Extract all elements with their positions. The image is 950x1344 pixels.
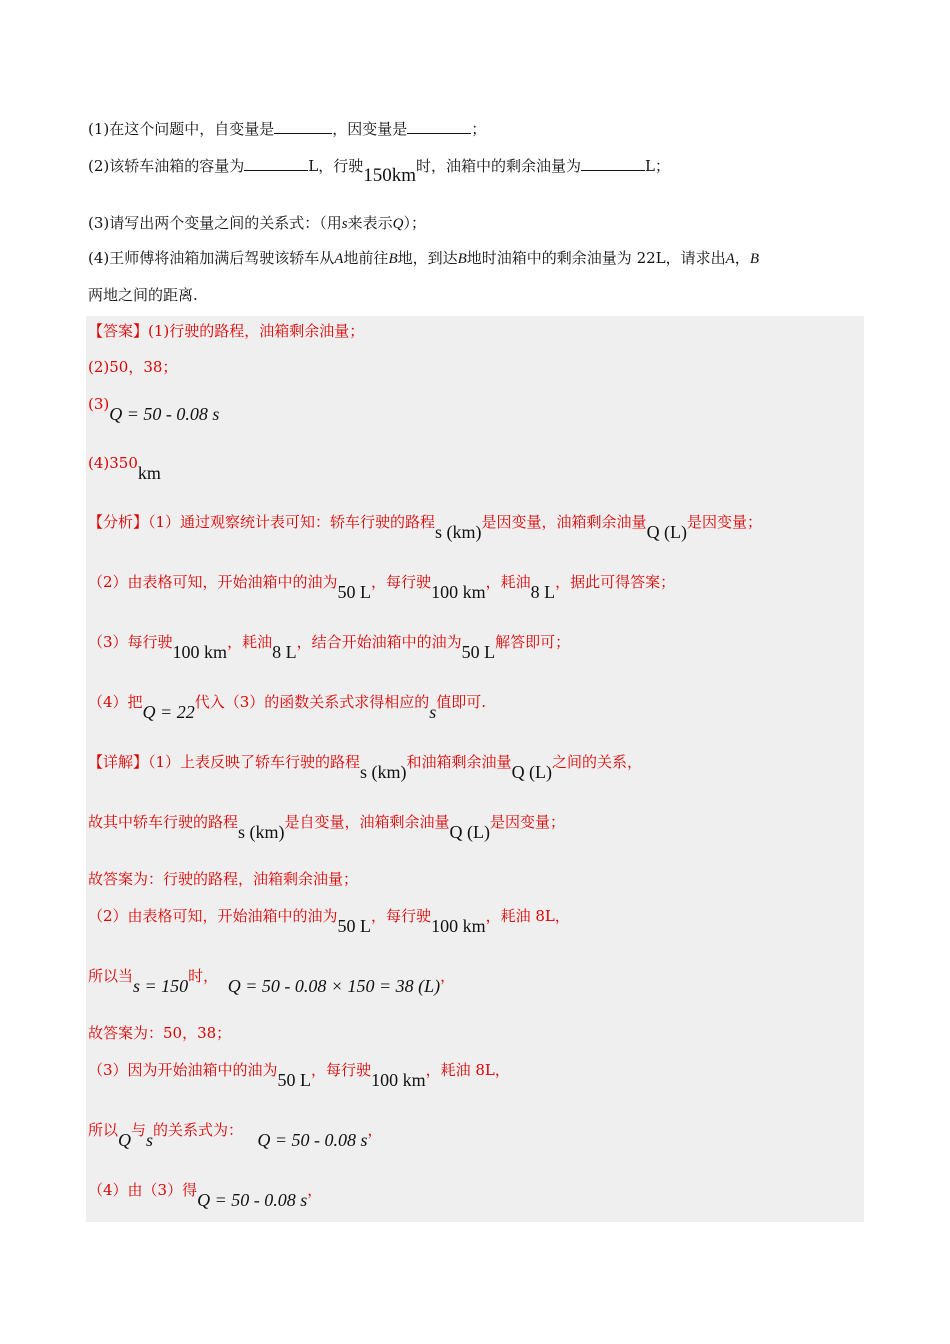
- blank: [274, 119, 332, 134]
- question-1: (1)在这个问题中，自变量是 ，因变量是 ；: [88, 120, 487, 138]
- detail-line-6: 故答案为：50，38；: [88, 1024, 232, 1042]
- analysis-line-3: （3）每行驶100 km，耗油8 L，结合开始油箱中的油为50 L解答即可；: [88, 633, 571, 662]
- question-4: (4)王师傅将油箱加满后驾驶该轿车从A地前往B地，到达B地时油箱中的剩余油量为 22L，请求出A，B: [88, 249, 759, 267]
- detail-line-8: 所以Q与s的关系式为： Q = 50 - 0.08 s，: [88, 1121, 383, 1150]
- detail-line-1: 【详解】（1）上表反映了轿车行驶的路程s (km)和油箱剩余油量Q (L)之间的关系，: [88, 753, 643, 782]
- analysis-line-2: （2）由表格可知，开始油箱中的油为50 L，每行驶100 km，耗油8 L，据此可得答案；: [88, 573, 676, 602]
- answer-line-2: (2)50，38；: [88, 358, 178, 376]
- answer-panel: [86, 316, 864, 1222]
- blank: [407, 119, 471, 134]
- detail-line-9: （4）由（3）得Q = 50 - 0.08 s，: [88, 1181, 323, 1210]
- analysis-line-4: （4）把Q = 22代入（3）的函数关系式求得相应的s值即可.: [88, 693, 487, 722]
- question-3: (3)请写出两个变量之间的关系式：（用s来表示Q）；: [88, 214, 426, 232]
- blank: [581, 156, 645, 171]
- answer-line-3: (3)Q = 50 - 0.08 s: [88, 395, 220, 424]
- answer-line-1: 【答案】(1)行驶的路程，油箱剩余油量；: [88, 322, 365, 340]
- detail-line-5: 所以当s = 150时， Q = 50 - 0.08 × 150 = 38 (L)，: [88, 967, 456, 996]
- question-4-line2: 两地之间的距离.: [88, 286, 198, 304]
- detail-line-2: 故其中轿车行驶的路程s (km)是自变量，油箱剩余油量Q (L)是因变量；: [88, 813, 566, 842]
- question-2: (2)该轿车油箱的容量为 L，行驶150km时，油箱中的剩余油量为 L；: [88, 157, 670, 186]
- answer-line-4: (4)350km: [88, 454, 161, 483]
- blank: [244, 156, 308, 171]
- detail-line-7: （3）因为开始油箱中的油为50 L，每行驶100 km，耗油 8L，: [88, 1061, 510, 1090]
- detail-line-3: 故答案为：行驶的路程，油箱剩余油量；: [88, 870, 359, 888]
- analysis-line-1: 【分析】（1）通过观察统计表可知：轿车行驶的路程s (km)是因变量，油箱剩余油量Q (L)是因变量；: [88, 513, 763, 542]
- distance-value: 150km: [363, 165, 416, 186]
- detail-line-4: （2）由表格可知，开始油箱中的油为50 L，每行驶100 km，耗油 8L，: [88, 907, 570, 936]
